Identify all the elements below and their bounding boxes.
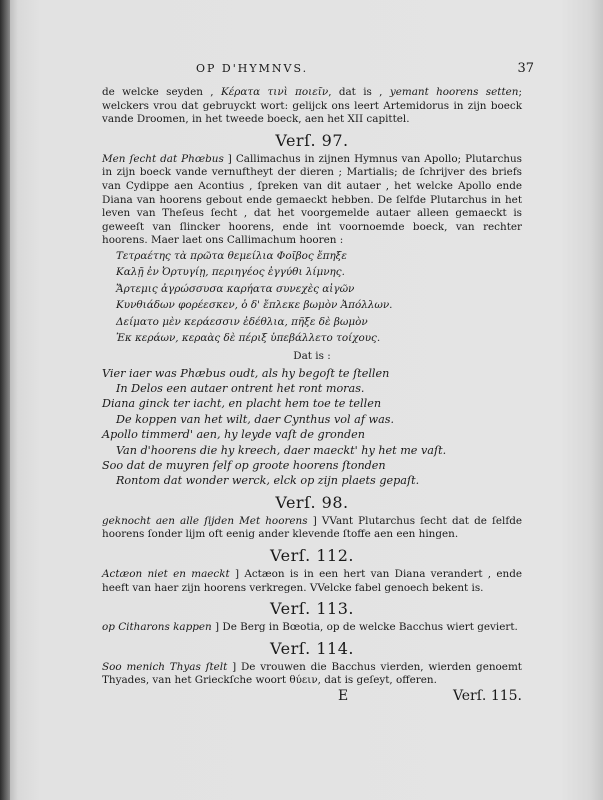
- poem-line: De koppen van het wilt, daer Cynthus vol af was.: [116, 412, 395, 426]
- lemma: Men ſecht dat Phœbus: [102, 152, 224, 165]
- dutch-translation: [102, 366, 522, 489]
- commentary-112: Actæon niet en maeckt ] Actæon is in een hert van Diana verandert , ende heeft van haer zijn hoorens verkregen. VVelcke fabel genoech bekent is.: [102, 567, 522, 594]
- page-header: [102, 61, 534, 78]
- greek-phrase: Κέρατα τινὶ ποιεῖν: [220, 86, 329, 98]
- running-title: OP D'HYMNVS.: [196, 62, 309, 75]
- poem-line: Vier iaer was Phæbus oudt, als hy begoſt te ſtellen: [102, 366, 390, 380]
- dat-is: Dat is :: [293, 349, 331, 362]
- greek-line: Καλῇ ἐν Ὀρτυγίῃ, περιηγέος ἐγγύθι λίμνης.: [116, 266, 345, 279]
- verse-heading-112: Verſ. 112.: [270, 545, 354, 565]
- poem-line: Van d'hoorens die hy kreech, daer maeckt' hy het me vaſt.: [116, 443, 447, 457]
- verse-heading-113: Verſ. 113.: [270, 599, 354, 619]
- commentary-97: Men ſecht dat Phœbus ] Callimachus in zijnen Hymnus van Apollo; Plutarchus in zijn boeck vande vernuftheyt der dieren ; Martialis; de ſchrijver des briefs van Cydippe aen Acontius , ſpreken van dit autaer , het welcke Apollo ende Diana van hoorens gebout ende gemaeckt hebben. De ſelfde Plutarchus in het leven van Theſeus ſecht , dat het voorgemelde autaer alleen gemaeckt is geweeſt van ſlincker hoorens, ende int voornoemde boeck, van rechter hoorens. Maer laet ons Callimachum hooren :: [102, 152, 522, 247]
- page-footer: [102, 687, 522, 708]
- verse-heading-98: Verſ. 98.: [275, 492, 349, 512]
- lemma: op Citharons kappen: [102, 621, 212, 634]
- italic-phrase: yemant hoorens setten: [389, 86, 519, 98]
- verse-heading-97: Verſ. 97.: [275, 130, 349, 150]
- greek-line: Ἄρτεμις ἀγρώσσυσα καρήατα συνεχὲς αἰγῶν: [116, 282, 355, 295]
- poem-line: Soo dat de muyren ſelf op groote hoorens ſtonden: [102, 458, 386, 472]
- poem-line: Rontom dat wonder werck, elck op zijn plaets gepaſt.: [116, 474, 420, 488]
- greek-line: Κυνθιάδων φορέεσκεν, ὁ δ' ἔπλεκε βωμὸν Ἀπόλλων.: [116, 299, 393, 312]
- intro-paragraph: de welcke seyden , Κέρατα τινὶ ποιεῖν, dat is , yemant hoorens setten; welckers vrou dat gebruyckt wort: gelijck ons leert Artemidorus in zijn boeck vande Droomen, in het tweede boeck, aen het XII capittel.: [102, 86, 522, 126]
- greek-line: Ἐκ κεράων, κεραὰς δὲ πέριξ ὑπεβάλλετο τοίχους.: [116, 332, 381, 345]
- poem-line: Diana ginck ter iacht, en placht hem toe te tellen: [102, 397, 382, 411]
- lemma: Soo menich Thyas ſtelt: [102, 660, 228, 673]
- commentary-98: geknocht aen alle ſijden Met hoorens ] VVant Plutarchus ſecht dat de ſelfde hoorens ſonder lijm oft eenig ander klevende ſtoffe aen een hingen.: [102, 514, 523, 541]
- lemma: geknocht aen alle ſijden Met hoorens: [102, 514, 308, 527]
- commentary-114: Soo menich Thyas ſtelt ] De vrouwen die Bacchus vierden, wierden genoemt Thyades, van het Grieckſche woort θύειν, dat is geſeyt, offeren.: [102, 660, 522, 687]
- page-gutter: [0, 0, 10, 800]
- verse-heading-114: Verſ. 114.: [270, 638, 354, 658]
- greek-line: Δείματο μὲν κεράεσσιν ἐδέθλια, πῆξε δὲ βωμὸν: [116, 315, 368, 328]
- signature-mark: E: [338, 687, 349, 704]
- lemma: Actæon niet en maeckt: [102, 567, 230, 580]
- poem-line: Apollo timmerd' aen, hy leyde vaſt de gronden: [102, 428, 365, 442]
- poem-line: In Delos een autaer ontrent het ront moras.: [116, 381, 365, 395]
- greek-line: Τετραέτης τὰ πρῶτα θεμείλια Φοῖβος ἔπηξε: [116, 249, 347, 262]
- page-body: [102, 86, 522, 708]
- catchword: Verſ. 115.: [452, 687, 522, 704]
- greek-quotation: [116, 248, 522, 347]
- commentary-113: op Citharons kappen ] De Berg in Bœotia, op de welcke Bacchus wiert geviert.: [102, 621, 518, 634]
- page-number: 37: [517, 61, 534, 76]
